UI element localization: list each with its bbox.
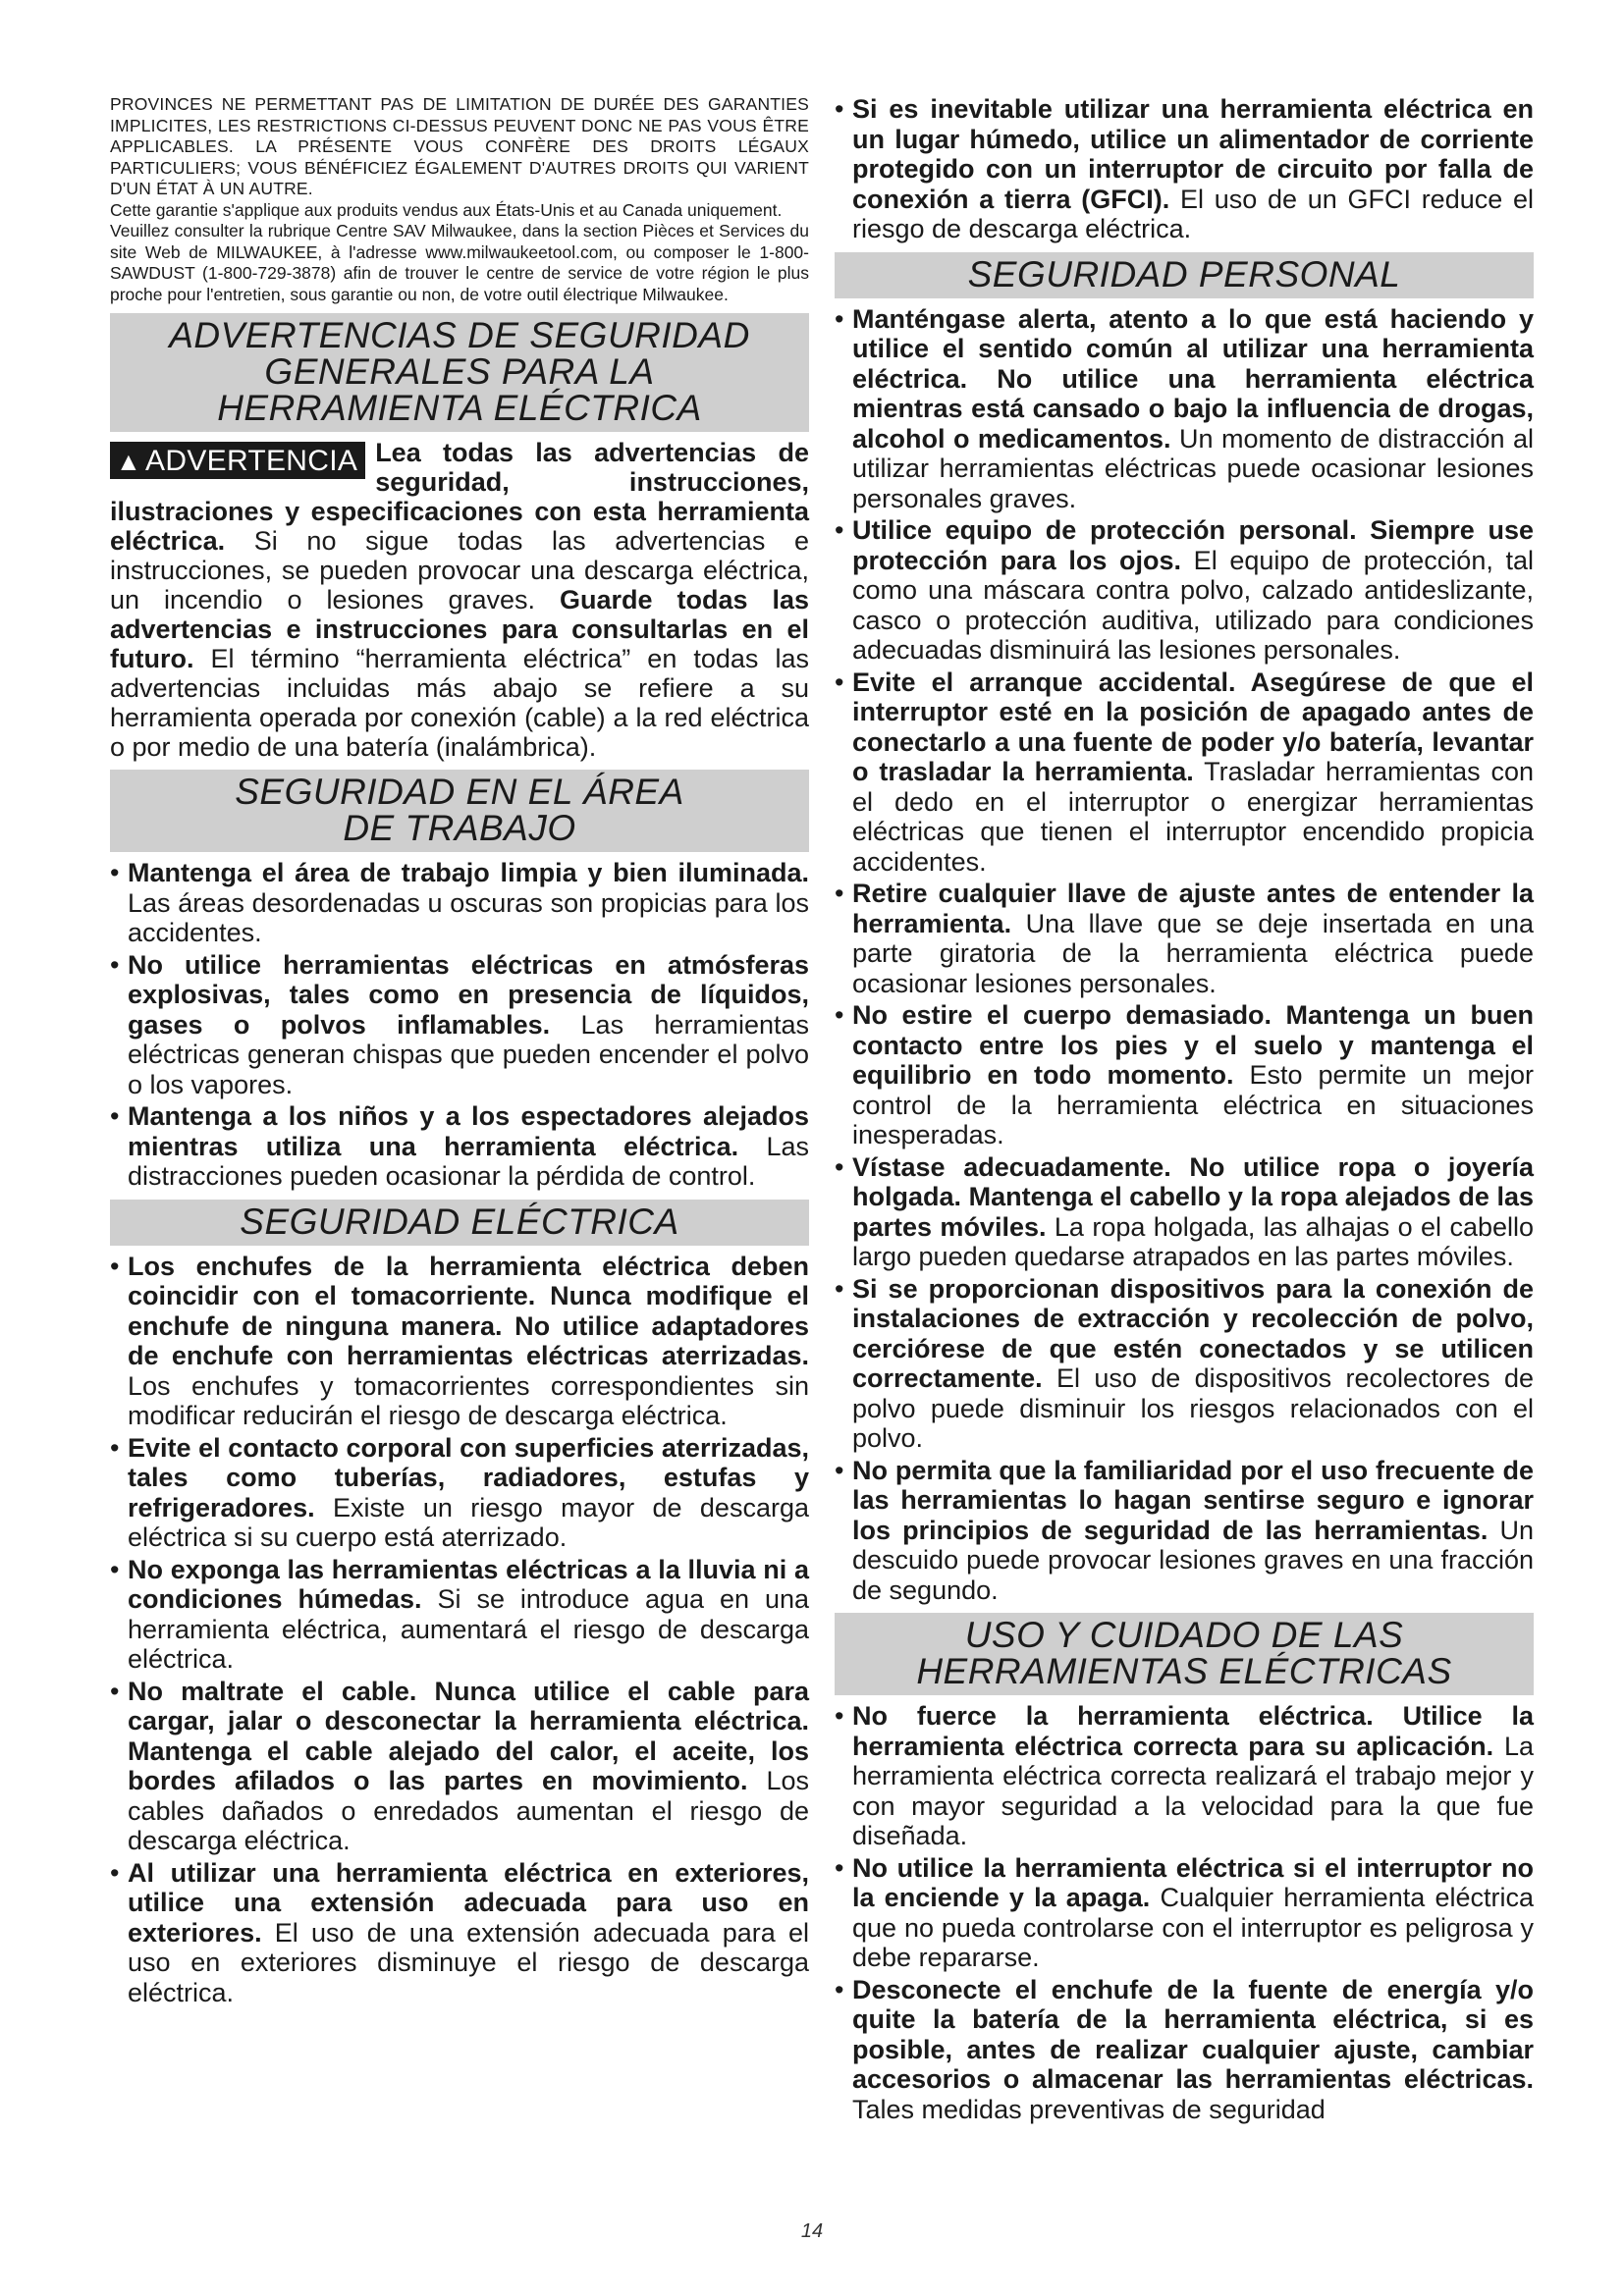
bullet-icon: • <box>835 879 844 908</box>
header-line: HERRAMIENTAS ELÉCTRICAS <box>916 1651 1452 1691</box>
warning-label: ADVERTENCIA <box>145 445 358 477</box>
bullet-icon: • <box>110 1676 120 1706</box>
list-item <box>835 515 1534 666</box>
item-text: Los enchufes y tomacorrientes correspondientes sin modificar reducirán el riesgo de descarga eléctrica. <box>128 1370 809 1430</box>
bullet-icon: • <box>110 1857 120 1888</box>
section-header-personal-safety <box>835 252 1534 298</box>
french-legal-text: PROVINCES NE PERMETTANT PAS DE LIMITATION DE DURÉE DES GARANTIES IMPLICITES, LES RESTRICTIONS CI-DESSUS PEUVENT DONC NE PAS VOUS ÊTRE APPLICABLES. LA PRÉSENTE VOUS CONFÈRE DES DROITS LÉGAUX PARTICULIERS; VOUS BÉNÉFICIEZ ÉGALEMENT D'AUTRES DROITS QUI VARIENT D'UN ÉTAT À UN AUTRE. <box>110 94 809 198</box>
bullet-icon: • <box>835 1151 844 1182</box>
list-item <box>835 667 1534 878</box>
item-text: Si se introduce agua en una herramienta eléctrica, aumentará el riesgo de descarga eléctrica. <box>128 1584 809 1674</box>
header-line: ADVERTENCIAS DE SEGURIDAD <box>169 315 750 355</box>
item-text: El uso de una extensión adecuada para el uso en exteriores disminuye el riesgo de descarga eléctrica. <box>128 1917 809 2007</box>
work-area-list <box>110 858 809 1192</box>
list-item <box>835 1701 1534 1851</box>
item-text: Los cables dañados o enredados aumentan el riesgo de descarga eléctrica. <box>128 1766 809 1855</box>
section-header-electrical-safety <box>110 1200 809 1246</box>
item-text: El uso de un GFCI reduce el riesgo de descarga eléctrica. <box>852 184 1534 243</box>
warning-bold-2: Guarde todas las advertencias e instrucciones para consultarlas en el futuro. <box>110 585 809 673</box>
item-bold: Al utilizar una herramienta eléctrica en exteriores, utilice una extensión adecuada para uso en exteriores. <box>128 1857 809 1948</box>
warning-triangle-icon: ▲ <box>116 447 142 476</box>
list-item <box>835 94 1534 244</box>
section-header-work-area <box>110 770 809 852</box>
french-warranty-scope: Cette garantie s'applique aux produits vendus aux États-Unis et au Canada uniquement. <box>110 199 783 220</box>
list-item <box>835 1274 1534 1454</box>
warning-text-1: Si no sigue todas las advertencias e instrucciones, se pueden provocar una descarga eléctrica, un incendio o lesiones graves. <box>110 526 809 614</box>
header-line: GENERALES PARA LA <box>264 351 655 392</box>
item-text: Las áreas desordenadas u oscuras son propicias para los accidentes. <box>128 887 809 947</box>
header-line: SEGURIDAD PERSONAL <box>967 253 1401 294</box>
bullet-icon: • <box>110 858 120 887</box>
list-item <box>110 950 809 1100</box>
item-text: La ropa holgada, las alhajas o el cabello largo pueden quedarse atrapados en las partes móviles. <box>852 1211 1535 1271</box>
item-bold: Si se proporcionan dispositivos para la conexión de instalaciones de extracción y recolección de polvo, cerciórese de que estén conectados y se utilicen correctamente. <box>852 1273 1534 1393</box>
item-bold: No exponga las herramientas eléctricas a la lluvia ni a condiciones húmedas. <box>128 1554 809 1614</box>
page-number: 14 <box>800 2220 824 2242</box>
section-header-tool-use-care <box>835 1613 1534 1695</box>
item-bold: No permita que la familiaridad por el uso frecuente de las herramientas lo hagan sentirse seguro e ignorar los principios de seguridad de las herramientas. <box>852 1455 1534 1545</box>
right-column <box>835 94 1534 2126</box>
header-line: SEGURIDAD ELÉCTRICA <box>240 1201 679 1242</box>
item-bold: Evite el contacto corporal con superficies aterrizadas, tales como tuberías, radiadores, estufas y refrigeradores. <box>128 1432 809 1522</box>
list-item <box>110 1101 809 1192</box>
list-item <box>110 1555 809 1675</box>
item-bold: Mantenga a los niños y a los espectadores alejados mientras utiliza una herramienta eléctrica. <box>128 1101 809 1161</box>
item-bold: No fuerce la herramienta eléctrica. Utilice la herramienta eléctrica correcta para su aplicación. <box>852 1701 1534 1761</box>
left-column <box>110 94 809 2009</box>
gfci-list <box>835 94 1534 244</box>
electrical-safety-list <box>110 1252 809 2008</box>
list-item <box>835 1000 1534 1150</box>
bullet-icon: • <box>110 1554 120 1584</box>
item-text: Trasladar herramientas con el dedo en el interruptor o energizar herramientas eléctricas que tienen el interruptor encendido propicia accidentes. <box>852 757 1534 877</box>
item-text: El uso de dispositivos recolectores de polvo puede disminuir los riesgos relacionados con el polvo. <box>852 1363 1534 1453</box>
item-bold: Manténgase alerta, atento a lo que está haciendo y utilice el sentido común al utilizar una herramienta eléctrica. No utilice una herramienta eléctrica mientras está cansado o bajo la influencia de drogas, alcohol o medicamentos. <box>852 303 1534 454</box>
header-line: DE TRABAJO <box>343 808 576 848</box>
list-item <box>835 1975 1534 2125</box>
item-text: El equipo de protección, tal como una máscara contra polvo, calzado antideslizante, casco o protección auditiva, utilizado para condiciones adecuadas disminuirá las lesiones personales. <box>852 545 1534 665</box>
list-item <box>835 1456 1534 1606</box>
section-header-general-safety <box>110 313 809 432</box>
bullet-icon: • <box>110 949 120 980</box>
general-warning-paragraph <box>110 438 809 762</box>
header-line: SEGURIDAD EN EL ÁREA <box>235 772 684 812</box>
item-text: Un descuido puede provocar lesiones graves en una fracción de segundo. <box>852 1515 1534 1605</box>
list-item <box>110 1677 809 1856</box>
item-text: Cualquier herramienta eléctrica que no pueda controlarse con el interruptor es peligrosa y debe repararse. <box>852 1883 1534 1972</box>
bullet-icon: • <box>835 94 844 124</box>
item-bold: Los enchufes de la herramienta eléctrica deben coincidir con el tomacorriente. Nunca modifique el enchufe de ninguna manera. No utilice adaptadores de enchufe con herramientas eléctricas aterrizadas. <box>128 1251 809 1370</box>
bullet-icon: • <box>110 1251 120 1281</box>
item-bold: No utilice la herramienta eléctrica si el interruptor no la enciende y la apaga. <box>852 1852 1534 1912</box>
bullet-icon: • <box>835 303 844 334</box>
item-bold: Vístase adecuadamente. No utilice ropa o joyería holgada. Mantenga el cabello y la ropa alejados de las partes móviles. <box>852 1151 1534 1242</box>
list-item <box>835 304 1534 514</box>
french-service-contact: Veuillez consulter la rubrique Centre SAV Milwaukee, dans la section Pièces et Services du site Web de MILWAUKEE, à l'adresse www.milwaukeetool.com, ou composer le 1-800-SAWDUST (1-800-729-3878) afin de trouver le centre de service de votre région le plus proche pour l'entretien, sous garantie ou non, de votre outil électrique Milwaukee. <box>110 221 809 304</box>
header-line: USO Y CUIDADO DE LAS <box>964 1615 1404 1655</box>
item-text: Esto permite un mejor control de la herramienta eléctrica en situaciones inesperadas. <box>852 1060 1535 1149</box>
item-bold: Si es inevitable utilizar una herramienta eléctrica en un lugar húmedo, utilice un alimentador de corriente protegido con un interruptor de circuito por falla de conexión a tierra (GFCI). <box>852 94 1534 214</box>
bullet-icon: • <box>835 1000 844 1030</box>
item-text: La herramienta eléctrica correcta realizará el trabajo mejor y con mayor seguridad a la velocidad para la que fue diseñada. <box>852 1731 1534 1850</box>
bullet-icon: • <box>835 667 844 697</box>
item-text: Las distracciones pueden ocasionar la pérdida de control. <box>128 1131 809 1191</box>
item-text: Una llave que se deje insertada en una parte giratoria de la herramienta eléctrica puede ocasionar lesiones personales. <box>852 908 1534 998</box>
list-item <box>110 858 809 948</box>
personal-safety-list <box>835 304 1534 1606</box>
warning-bold-1: Lea todas las advertencias de seguridad, instrucciones, ilustraciones y especificaciones con esta herramienta eléctrica. <box>110 438 809 556</box>
list-item <box>110 1252 809 1431</box>
item-bold: No maltrate el cable. Nunca utilice el cable para cargar, jalar o desconectar la herramienta eléctrica. Mantenga el cable alejado del calor, el aceite, los bordes afilados o las partes en movimiento. <box>128 1676 809 1795</box>
item-bold: No utilice herramientas eléctricas en atmósferas explosivas, tales como en presencia de líquidos, gases o polvos inflamables. <box>128 949 809 1040</box>
item-text: Un momento de distracción al utilizar herramientas eléctricas puede ocasionar lesiones personales graves. <box>852 423 1535 513</box>
item-bold: Utilice equipo de protección personal. Siempre use protección para los ojos. <box>852 515 1534 575</box>
bullet-icon: • <box>835 515 844 545</box>
list-item <box>110 1433 809 1553</box>
warning-badge <box>110 442 365 479</box>
bullet-icon: • <box>835 1273 844 1304</box>
tool-use-care-list <box>835 1701 1534 2124</box>
item-text: Existe un riesgo mayor de descarga eléctrica si su cuerpo está aterrizado. <box>128 1492 809 1552</box>
list-item <box>835 879 1534 998</box>
warning-text-2: El término “herramienta eléctrica” en todas las advertencias incluidas más abajo se refiere a su herramienta operada por conexión (cable) a la red eléctrica o por medio de una batería (inalámbrica). <box>110 644 809 762</box>
item-text: Las herramientas eléctricas generan chispas que pueden encender el polvo o los vapores. <box>128 1009 809 1099</box>
bullet-icon: • <box>110 1432 120 1463</box>
item-bold: No estire el cuerpo demasiado. Mantenga un buen contacto entre los pies y el suelo y mantenga el equilibrio en todo momento. <box>852 1000 1534 1090</box>
bullet-icon: • <box>835 1455 844 1485</box>
bullet-icon: • <box>835 1974 844 2004</box>
item-bold: Retire cualquier llave de ajuste antes de entender la herramienta. <box>852 879 1534 938</box>
list-item <box>835 1853 1534 1973</box>
item-bold: Evite el arranque accidental. Asegúrese de que el interruptor esté en la posición de apagado antes de conectarlo a una fuente de poder y/o batería, levantar o trasladar la herramienta. <box>852 667 1534 786</box>
bullet-icon: • <box>835 1701 844 1731</box>
item-bold: Mantenga el área de trabajo limpia y bien iluminada. <box>128 858 809 887</box>
bullet-icon: • <box>835 1852 844 1883</box>
item-bold: Desconecte el enchufe de la fuente de energía y/o quite la batería de la herramienta eléctrica, si es posible, antes de realizar cualquier ajuste, cambiar accesorios o almacenar las herramientas eléctricas. <box>852 1974 1534 2094</box>
list-item <box>110 1858 809 2008</box>
list-item <box>835 1152 1534 1272</box>
bullet-icon: • <box>110 1101 120 1131</box>
header-line: HERRAMIENTA ELÉCTRICA <box>217 388 702 428</box>
item-text: Tales medidas preventivas de seguridad <box>852 2094 1326 2124</box>
